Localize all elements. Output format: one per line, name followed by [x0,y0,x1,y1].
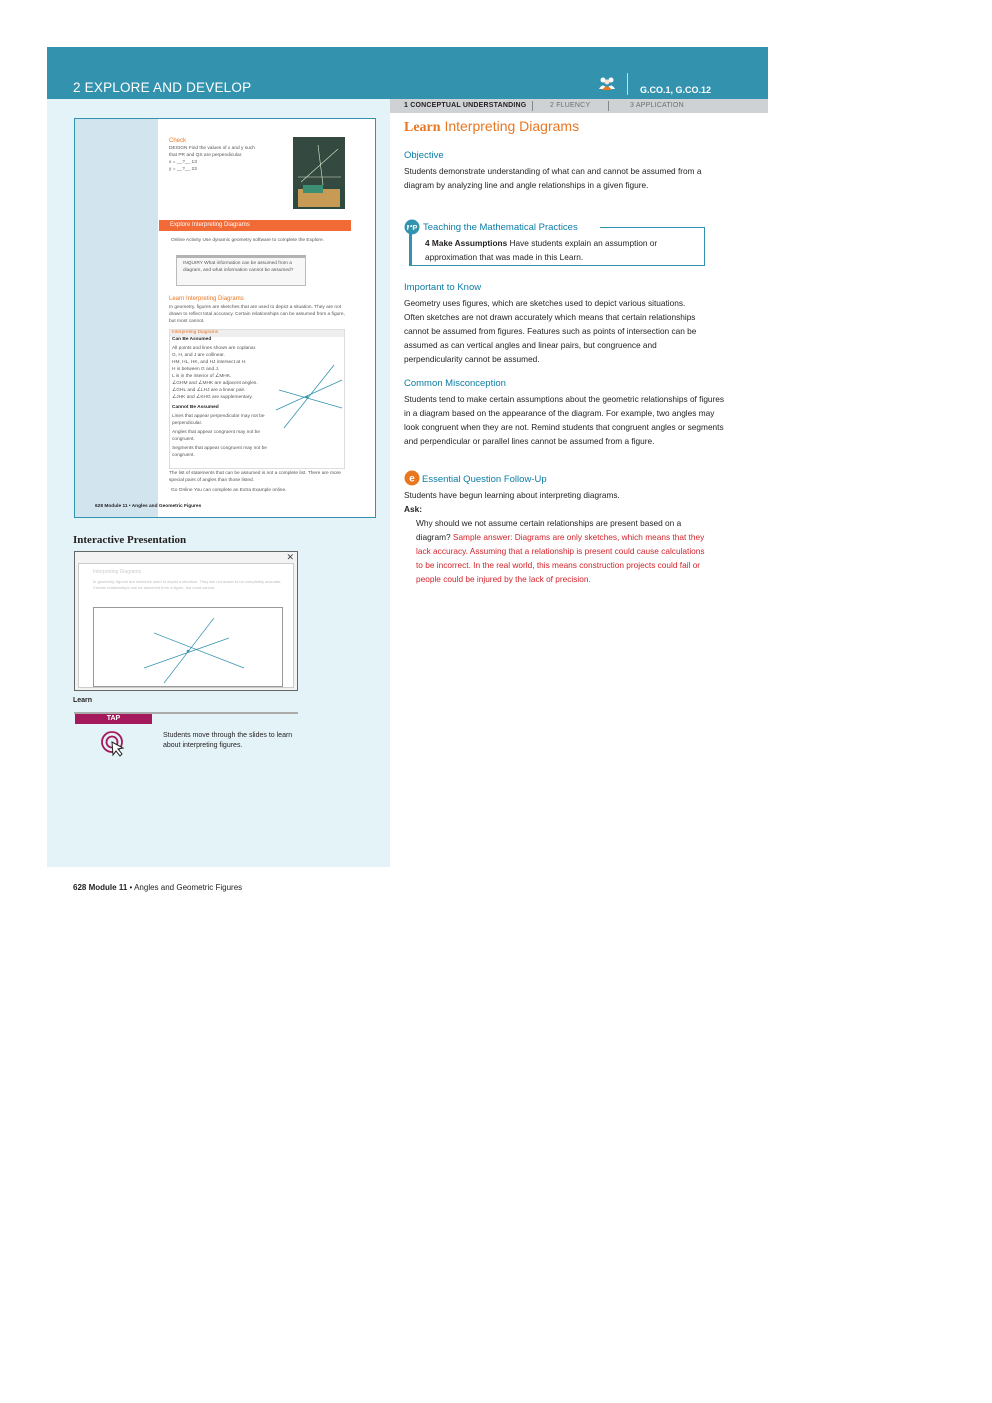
thumb-closing: The list of statements that can be assumed is not a complete list. There are more special pairs of angles than those listed. [169,471,341,483]
section-banner [47,47,768,99]
mp-body [425,236,700,264]
interactive-title: Interactive Presentation [73,534,187,546]
important-body: Geometry uses figures, which are sketches used to depict various situations. Often sketches are not drawn accurately which means that certain relationships cannot be assumed from figures. Features such as points of intersection can be assumed as can vertical angles and linear pairs, but congruence and perpendicularity cannot be assumed. [404,298,697,364]
misconception-heading: Common Misconception [404,378,506,389]
svg-text:MP: MP [406,225,418,232]
cannot-item: Segments that appear congruent may not be congruent. [172,446,267,458]
thumb-go-online: Go Online You can complete an Extra Example online. [171,488,287,493]
can-item: HM, HL, HK, and HJ intersect at H. [172,360,247,365]
y-value: y = __?__ 23 [169,167,197,172]
sample-answer: Sample answer: Diagrams are only sketches, which means that they lack accuracy. Assuming that a relationship is present could cause calculations to be incorrect. In the real world, this means construction projects could fail or people could be injured by the lack of precision. [416,532,705,584]
student-page-thumbnail [74,118,376,518]
can-item: G, H, and J are collinear. [172,353,225,358]
ask-question [416,516,708,586]
tap-description: Students move through the slides to learn about interpreting figures. [163,732,293,749]
line-figure [274,360,344,430]
inquiry-box [176,255,306,286]
chalkboard-drawing [293,137,345,209]
eq-body: Students have begun learning about interpreting diagrams. [404,490,620,500]
cannot-item: Angles that appear congruent may not be congruent. [172,430,261,442]
thumb-learn-title: Learn Interpreting Diagrams [169,296,244,302]
close-icon[interactable]: ✕ [286,552,294,562]
objective-body: Students demonstrate understanding of what can and cannot be assumed from a diagram by analyzing line and angle relationships in a given figure. [404,166,702,190]
svg-text:e: e [409,473,415,485]
design-text-2: that PR and QS are perpendicular. [169,153,243,158]
cannot-be-assumed-heading: Cannot Be Assumed [172,405,219,410]
inquiry-text: INQUIRY What information can be assumed from a diagram, and what information cannot be assumed? [183,261,294,273]
page-number: 628 [73,883,87,892]
progression-tabs [390,99,768,113]
slide-figure [93,607,283,687]
eq-heading: Essential Question Follow-Up [422,474,547,485]
x-value: x = __?__ 13 [169,160,197,165]
misconception-body: Students tend to make certain assumptions about the geometric relationships of figures in a diagram based on the appearance of the diagram. For example, two angles may look congruent when they are not. Remind students that congruent angles or segments and perpendicular or parallel lines cannot be assumed from a figure. [404,394,725,446]
tab-divider [608,101,609,111]
can-item: ∠JHK and ∠KHG are supplementary. [172,395,253,400]
tap-icon [100,730,128,758]
section-title: 2 EXPLORE AND DEVELOP [73,80,252,95]
interactive-slide[interactable] [74,551,298,691]
slide-figure-drawing [94,608,284,688]
cannot-item: Lines that appear perpendicular may not be perpendicular. [172,414,265,426]
ask-label: Ask: [404,504,422,514]
design-text: DESIGN Find the values of x and y such [169,146,255,151]
slide-text: In geometry, figures are sketches used to depict a situation. They are not drawn to be completely accurate. Certain relationships can be assumed from a figure, but most cannot. [93,579,282,590]
mp-text: Have students explain an assumption or approximation that was made in this Learn. [425,238,658,262]
explore-bar: Explore Interpreting Diagrams [159,220,351,231]
module-label: Module 11 [88,883,128,892]
chalkboard-image [293,137,345,209]
online-activity: Online Activity Use dynamic geometry software to complete the Explore. [171,238,325,243]
learn-label: Learn [73,697,93,704]
can-item: ∠GHM and ∠MHK are adjacent angles. [172,381,258,386]
tab-application[interactable]: 3 APPLICATION [630,102,684,109]
standards-label: G.CO.1, G.CO.12 [640,85,712,95]
thumb-footer: 628 Module 11 • Angles and Geometric Figures [95,504,202,509]
important-heading: Important to Know [404,282,482,293]
table-title: Interpreting Diagrams [172,330,219,335]
module-title: • Angles and Geometric Figures [127,883,243,892]
mp-practice: 4 Make Assumptions [425,238,508,248]
tab-divider [532,101,533,111]
check-label: Check [169,138,187,144]
page-footer [73,883,242,892]
tap-badge: TAP [75,714,152,724]
can-item: ∠GHL and ∠LHJ are a linear pair. [172,388,246,393]
slide-content [78,563,294,688]
tab-fluency[interactable]: 2 FLUENCY [550,102,591,109]
question-text: Why should we not assume certain relationships are present based on a diagram? [416,518,682,542]
interpreting-table [169,329,345,469]
can-be-assumed-heading: Can Be Assumed [172,337,212,342]
learn-word: Learn [404,120,441,135]
objective-heading: Objective [404,150,444,161]
can-item: All points and lines shown are coplanar. [172,346,257,351]
tab-conceptual[interactable]: 1 CONCEPTUAL UNDERSTANDING [404,102,527,109]
slide-title: Interpreting Diagrams [93,569,142,575]
thumb-learn-body: In geometry, figures are sketches that are used to depict a situation. They are not drawn to reflect total accuracy. Certain relationships can be assumed from a figure, but most cannot. [169,305,345,324]
can-item: L is in the interior of ∠MHK. [172,374,232,379]
banner-divider [627,73,628,95]
learn-title: Interpreting Diagrams [440,118,580,134]
thumbnail-margin [75,119,158,517]
can-item: H is between G and J. [172,367,220,372]
mp-heading: Teaching the Mathematical Practices [423,222,578,233]
group-icon [598,76,616,90]
essential-question-icon [404,470,420,486]
learn-heading [404,118,579,136]
